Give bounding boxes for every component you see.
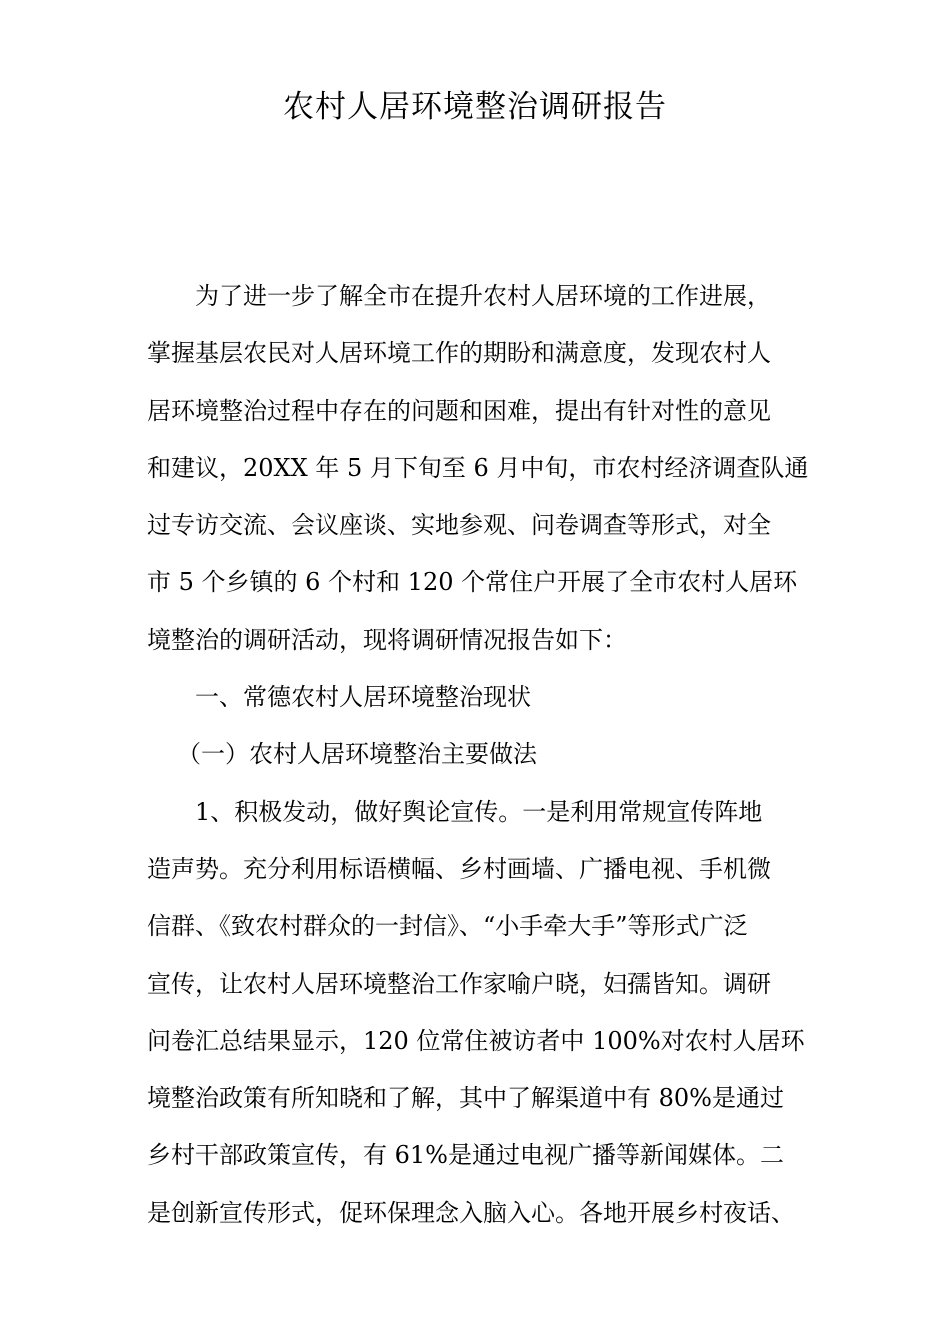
- paragraph-line: 居环境整治过程中存在的问题和困难，提出有针对性的意见: [147, 396, 771, 425]
- paragraph-line: 市 5 个乡镇的 6 个村和 120 个常住户开展了全市农村人居环: [147, 568, 798, 597]
- document-title: 农村人居环境整治调研报告: [283, 89, 667, 125]
- paragraph-line: 掌握基层农民对人居环境工作的期盼和满意度，发现农村人: [147, 339, 771, 368]
- subsection-heading: （一）农村人居环境整治主要做法: [177, 740, 537, 769]
- paragraph-line: 境整治政策有所知晓和了解，其中了解渠道中有 80%是通过: [147, 1084, 784, 1113]
- paragraph-line: 和建议，20XX 年 5 月下旬至 6 月中旬，市农村经济调查队通: [147, 453, 809, 482]
- paragraph-line: 过专访交流、会议座谈、实地参观、问卷调查等形式，对全: [147, 511, 771, 540]
- paragraph-line: 境整治的调研活动，现将调研情况报告如下：: [147, 625, 627, 654]
- paragraph-line: 1、积极发动，做好舆论宣传。一是利用常规宣传阵地: [195, 797, 763, 826]
- paragraph-line: 宣传，让农村人居环境整治工作家喻户晓，妇孺皆知。调研: [147, 969, 771, 998]
- paragraph-line: 造声势。充分利用标语横幅、乡村画墙、广播电视、手机微: [147, 854, 771, 883]
- paragraph-line: 信群、《致农村群众的一封信》、“小手牵大手”等形式广泛: [147, 912, 748, 941]
- paragraph-line: 乡村干部政策宣传，有 61%是通过电视广播等新闻媒体。二: [147, 1141, 784, 1170]
- section-heading: 一、常德农村人居环境整治现状: [195, 683, 531, 712]
- document-body: [147, 268, 807, 1242]
- paragraph-line: 为了进一步了解全市在提升农村人居环境的工作进展，: [195, 282, 771, 310]
- paragraph-line: 问卷汇总结果显示，120 位常住被访者中 100%对农村人居环: [147, 1026, 805, 1055]
- paragraph-line: 是创新宣传形式，促环保理念入脑入心。各地开展乡村夜话、: [147, 1198, 795, 1227]
